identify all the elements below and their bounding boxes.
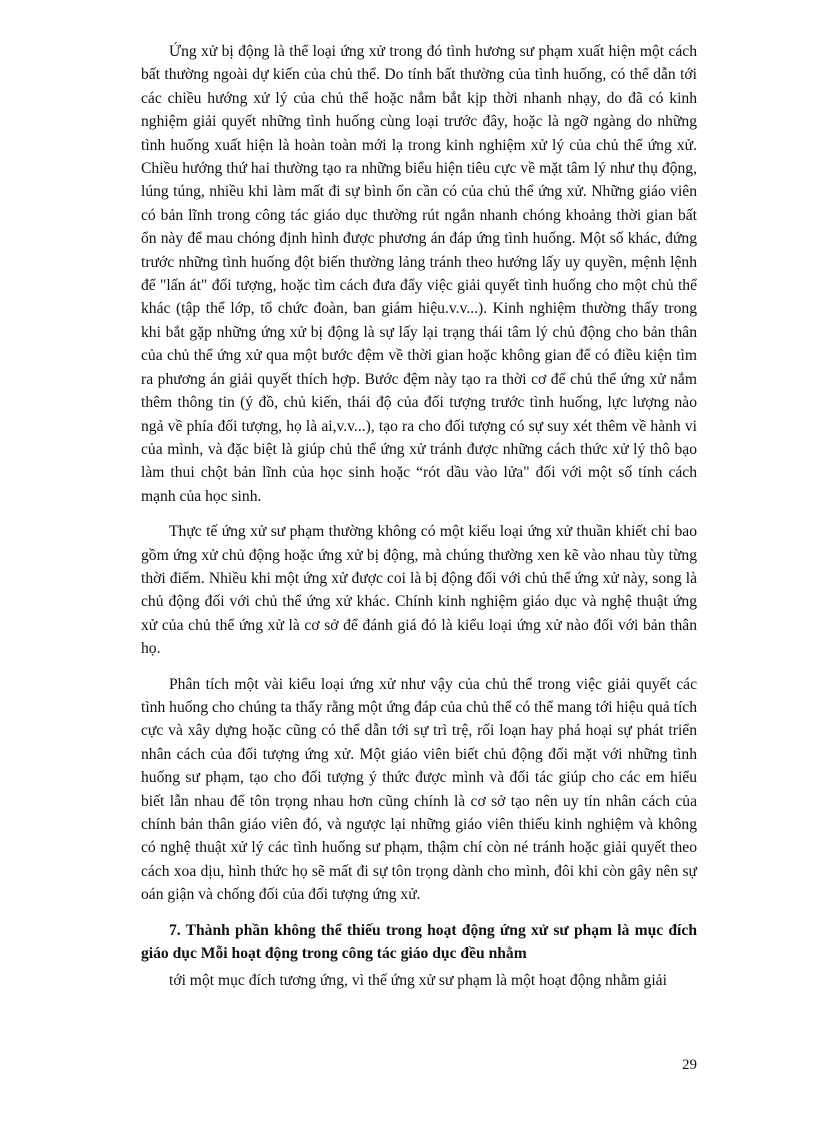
document-page	[141, 40, 697, 993]
paragraph-analysis: Phân tích một vài kiểu loại ứng xử như vậy của chủ thể trong việc giải quyết các tình huống cho chúng ta thấy rằng một ứng đáp của chủ thể có thể mang tới hiệu quả tích cực và xây dựng hoặc cũng có thể dẫn tới sự trì trệ, rối loạn hay phá hoại sự phát triển nhân cách của đối tượng ứng xử. Một giáo viên biết chủ động đối mặt với những tình huống sư phạm, tạo cho đối tượng ý thức được mình và đối tác giúp cho các em hiểu biết lẫn nhau để tôn trọng nhau hơn cũng chính là cơ sở tạo nên uy tín nhân cách của chính bản thân giáo viên đó, và ngược lại những giáo viên thiếu kinh nghiệm và không có nghệ thuật xử lý các tình huống sư phạm, thậm chí còn né tránh hoặc giải quyết theo cách xoa dịu, hình thức họ sẽ mất đi sự tôn trọng dành cho mình, đôi khi còn gây nên sự oán giận và chống đối của đối tượng ứng xử.	[141, 675, 697, 904]
section-heading: 7. Thành phần không thể thiếu trong hoạt động ứng xử sư phạm là mục đích giáo dục Mỗi hoạt động trong công tác giáo dục đều nhằm	[141, 921, 697, 963]
page-number: 29	[682, 1057, 697, 1073]
paragraph-passive-behavior: Ứng xử bị động là thể loại ứng xử trong đó tình hương sư phạm xuất hiện một cách bất thường ngoài dự kiến của chủ thể. Do tính bất thường của tình huống, có thể dẫn tới các chiều hướng xử lý của chủ thể hoặc nắm bắt kịp thời nhanh nhạy, do đã có kinh nghiệm giải quyết những tình huống cùng loại trước đây, hoặc là ngỡ ngàng do những tình huống xuất hiện là hoàn toàn mới lạ trong kinh nghiệm xử lý của chủ thể ứng xử. Chiều hướng thứ hai thường tạo ra những biểu hiện tiêu cực về mặt tâm lý như thụ động, lúng túng, nhiều khi làm mất đi sự bình ổn cần có của chủ thể ứng xử. Những giáo viên có bản lĩnh trong công tác giáo dục thường rút ngắn nhanh chóng khoảng thời gian bất ổn này để mau chóng định hình được phương án đáp ứng tình huống. Một số khác, đứng trước những tình huống đột biến thường lảng tránh theo hướng lấy uy quyền, mệnh lệnh để "lấn át" đối tượng, hoặc tìm cách đưa đẩy việc giải quyết tình huống cho một chủ thể khác (tập thể lớp, tổ chức đoàn, ban giám hiệu.v.v...). Kinh nghiệm thường thấy trong khi bắt gặp những ứng xử bị động là sự lấy lại trạng thái tâm lý chủ động cho bản thân của chủ thể ứng xử qua một bước đệm về thời gian hoặc không gian để có điều kiện tìm ra phương án giải quyết thích hợp. Bước đệm này tạo ra thời cơ để chủ thể ứng xử nắm thêm thông tin (ý đồ, chủ kiến, thái độ của đối tượng trước tình huống, lực lượng nào ngả về phía đối tượng, họ là ai,v.v...), tạo ra cho đối tượng có sự suy xét thêm về hành vi của mình, và đặc biệt là giúp chủ thể ứng xử tránh được những cách thức xử lý thô bạo làm thui chột bản lĩnh của học sinh hoặc “rót dầu vào lửa" đối với một số tính cách mạnh của học sinh.	[141, 43, 697, 505]
paragraph-mixed-behavior: Thực tế ứng xử sư phạm thường không có một kiểu loại ứng xử thuần khiết chỉ bao gồm ứng xử chủ động hoặc ứng xử bị động, mà chúng thường xen kẽ vào nhau tùy từng thời điểm. Nhiều khi một ứng xử được coi là bị động đối với chủ thể ứng xử này, song là chủ động đối với chủ thể ứng xử khác. Chính kinh nghiệm giáo dục và nghệ thuật ứng xử của chủ thể ứng xử là cơ sở để đánh giá đó là kiểu loại ứng xử nào đối với bản thân họ.	[141, 523, 697, 658]
paragraph-continuation: tới một mục đích tương ứng, vì thế ứng xử sư phạm là một hoạt động nhằm giải	[169, 972, 667, 990]
